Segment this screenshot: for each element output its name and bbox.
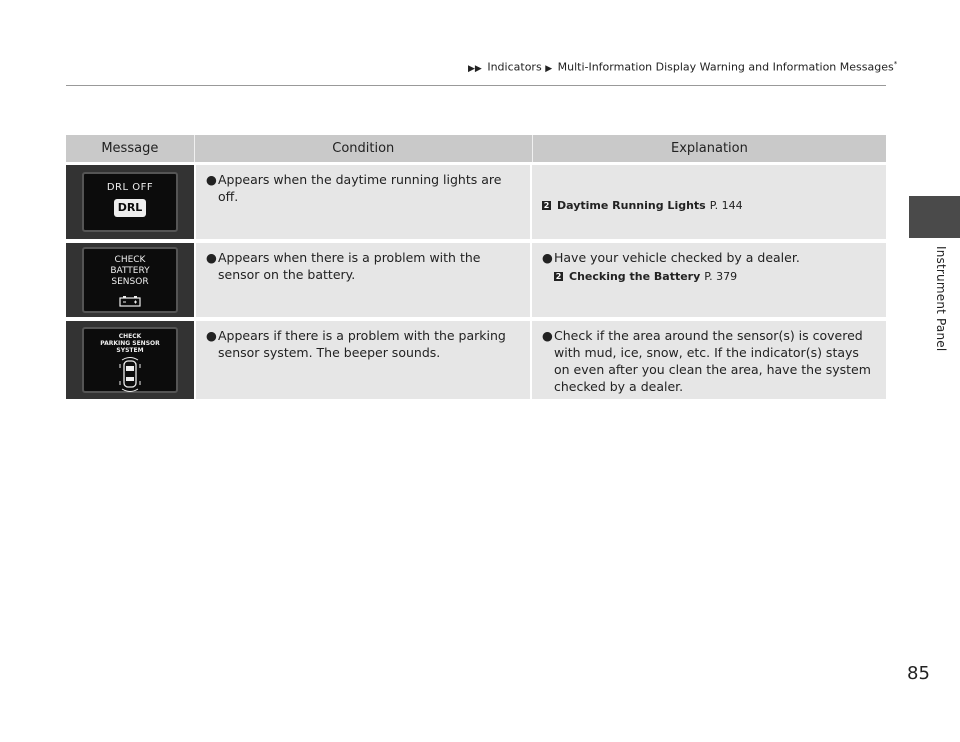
display-text: SENSOR [111,277,149,287]
parking-sensor-car-icon [115,356,145,394]
chapter-tab [909,196,960,238]
drl-icon: DRL [114,199,146,217]
message-display-parking [66,321,194,399]
breadcrumb-item[interactable]: Multi-Information Display Warning and Information Messages [557,60,894,74]
explanation-text: Have your vehicle checked by a dealer. [554,250,800,265]
display-text: PARKING SENSOR [100,340,160,347]
header-message: Message [66,135,195,162]
bullet-icon: ● [206,172,217,187]
breadcrumb-arrow-icon: ▶ [545,63,553,74]
reference-link[interactable] [542,197,878,214]
display-screen [82,327,178,393]
explanation-cell [532,243,886,317]
condition-text: Appears if there is a problem with the parking sensor system. The beeper sounds. [218,328,506,360]
breadcrumb-item[interactable]: Indicators [487,60,542,74]
chapter-label: Instrument Panel [934,246,948,352]
list-item [542,327,878,395]
message-display-battery [66,243,194,317]
explanation-cell [532,165,886,239]
header-rule [66,85,886,86]
header-explanation: Explanation [671,141,748,156]
reference-link[interactable] [554,268,878,285]
display-screen [82,247,178,313]
bullet-icon: ● [206,328,217,343]
display-text: CHECK [118,333,142,340]
reference-icon: 2 [543,201,550,210]
list-item [206,249,522,283]
condition-cell [194,165,532,239]
condition-cell [194,321,532,399]
condition-text: Appears when the daytime running lights are off. [218,172,502,204]
display-text: CHECK [114,255,146,265]
display-text: DRL OFF [106,182,154,193]
breadcrumb-marker: * [893,60,898,68]
page-number: 85 [907,663,930,684]
bullet-icon: ● [542,328,553,343]
explanation-cell [532,321,886,399]
table-header [66,135,886,162]
battery-icon [119,292,141,304]
message-display-drl [66,165,194,239]
reference-title: Daytime Running Lights [557,199,706,212]
bullet-icon: ● [542,250,553,265]
bullet-icon: ● [206,250,217,265]
breadcrumb-arrow-icon: ▶▶ [468,63,482,74]
reference-title: Checking the Battery [569,270,701,283]
explanation-text: Check if the area around the sensor(s) is covered with mud, ice, snow, etc. If the indicator(s) stays on even after you clean the area, have the system checked by a dealer. [554,328,871,394]
breadcrumb [468,60,897,74]
table-row [66,165,886,239]
condition-text: Appears when there is a problem with the sensor on the battery. [218,250,481,282]
list-item [206,171,522,205]
header-condition: Condition [195,135,533,162]
messages-table [66,135,886,403]
reference-page: P. 144 [709,199,743,212]
display-text: BATTERY [110,266,150,276]
condition-cell [194,243,532,317]
table-row [66,243,886,317]
display-screen [82,172,178,232]
table-row [66,321,886,399]
list-item [206,327,522,361]
display-text: SYSTEM [116,347,144,354]
list-item [542,249,878,266]
reference-icon: 2 [555,272,562,281]
reference-page: P. 379 [704,270,738,283]
